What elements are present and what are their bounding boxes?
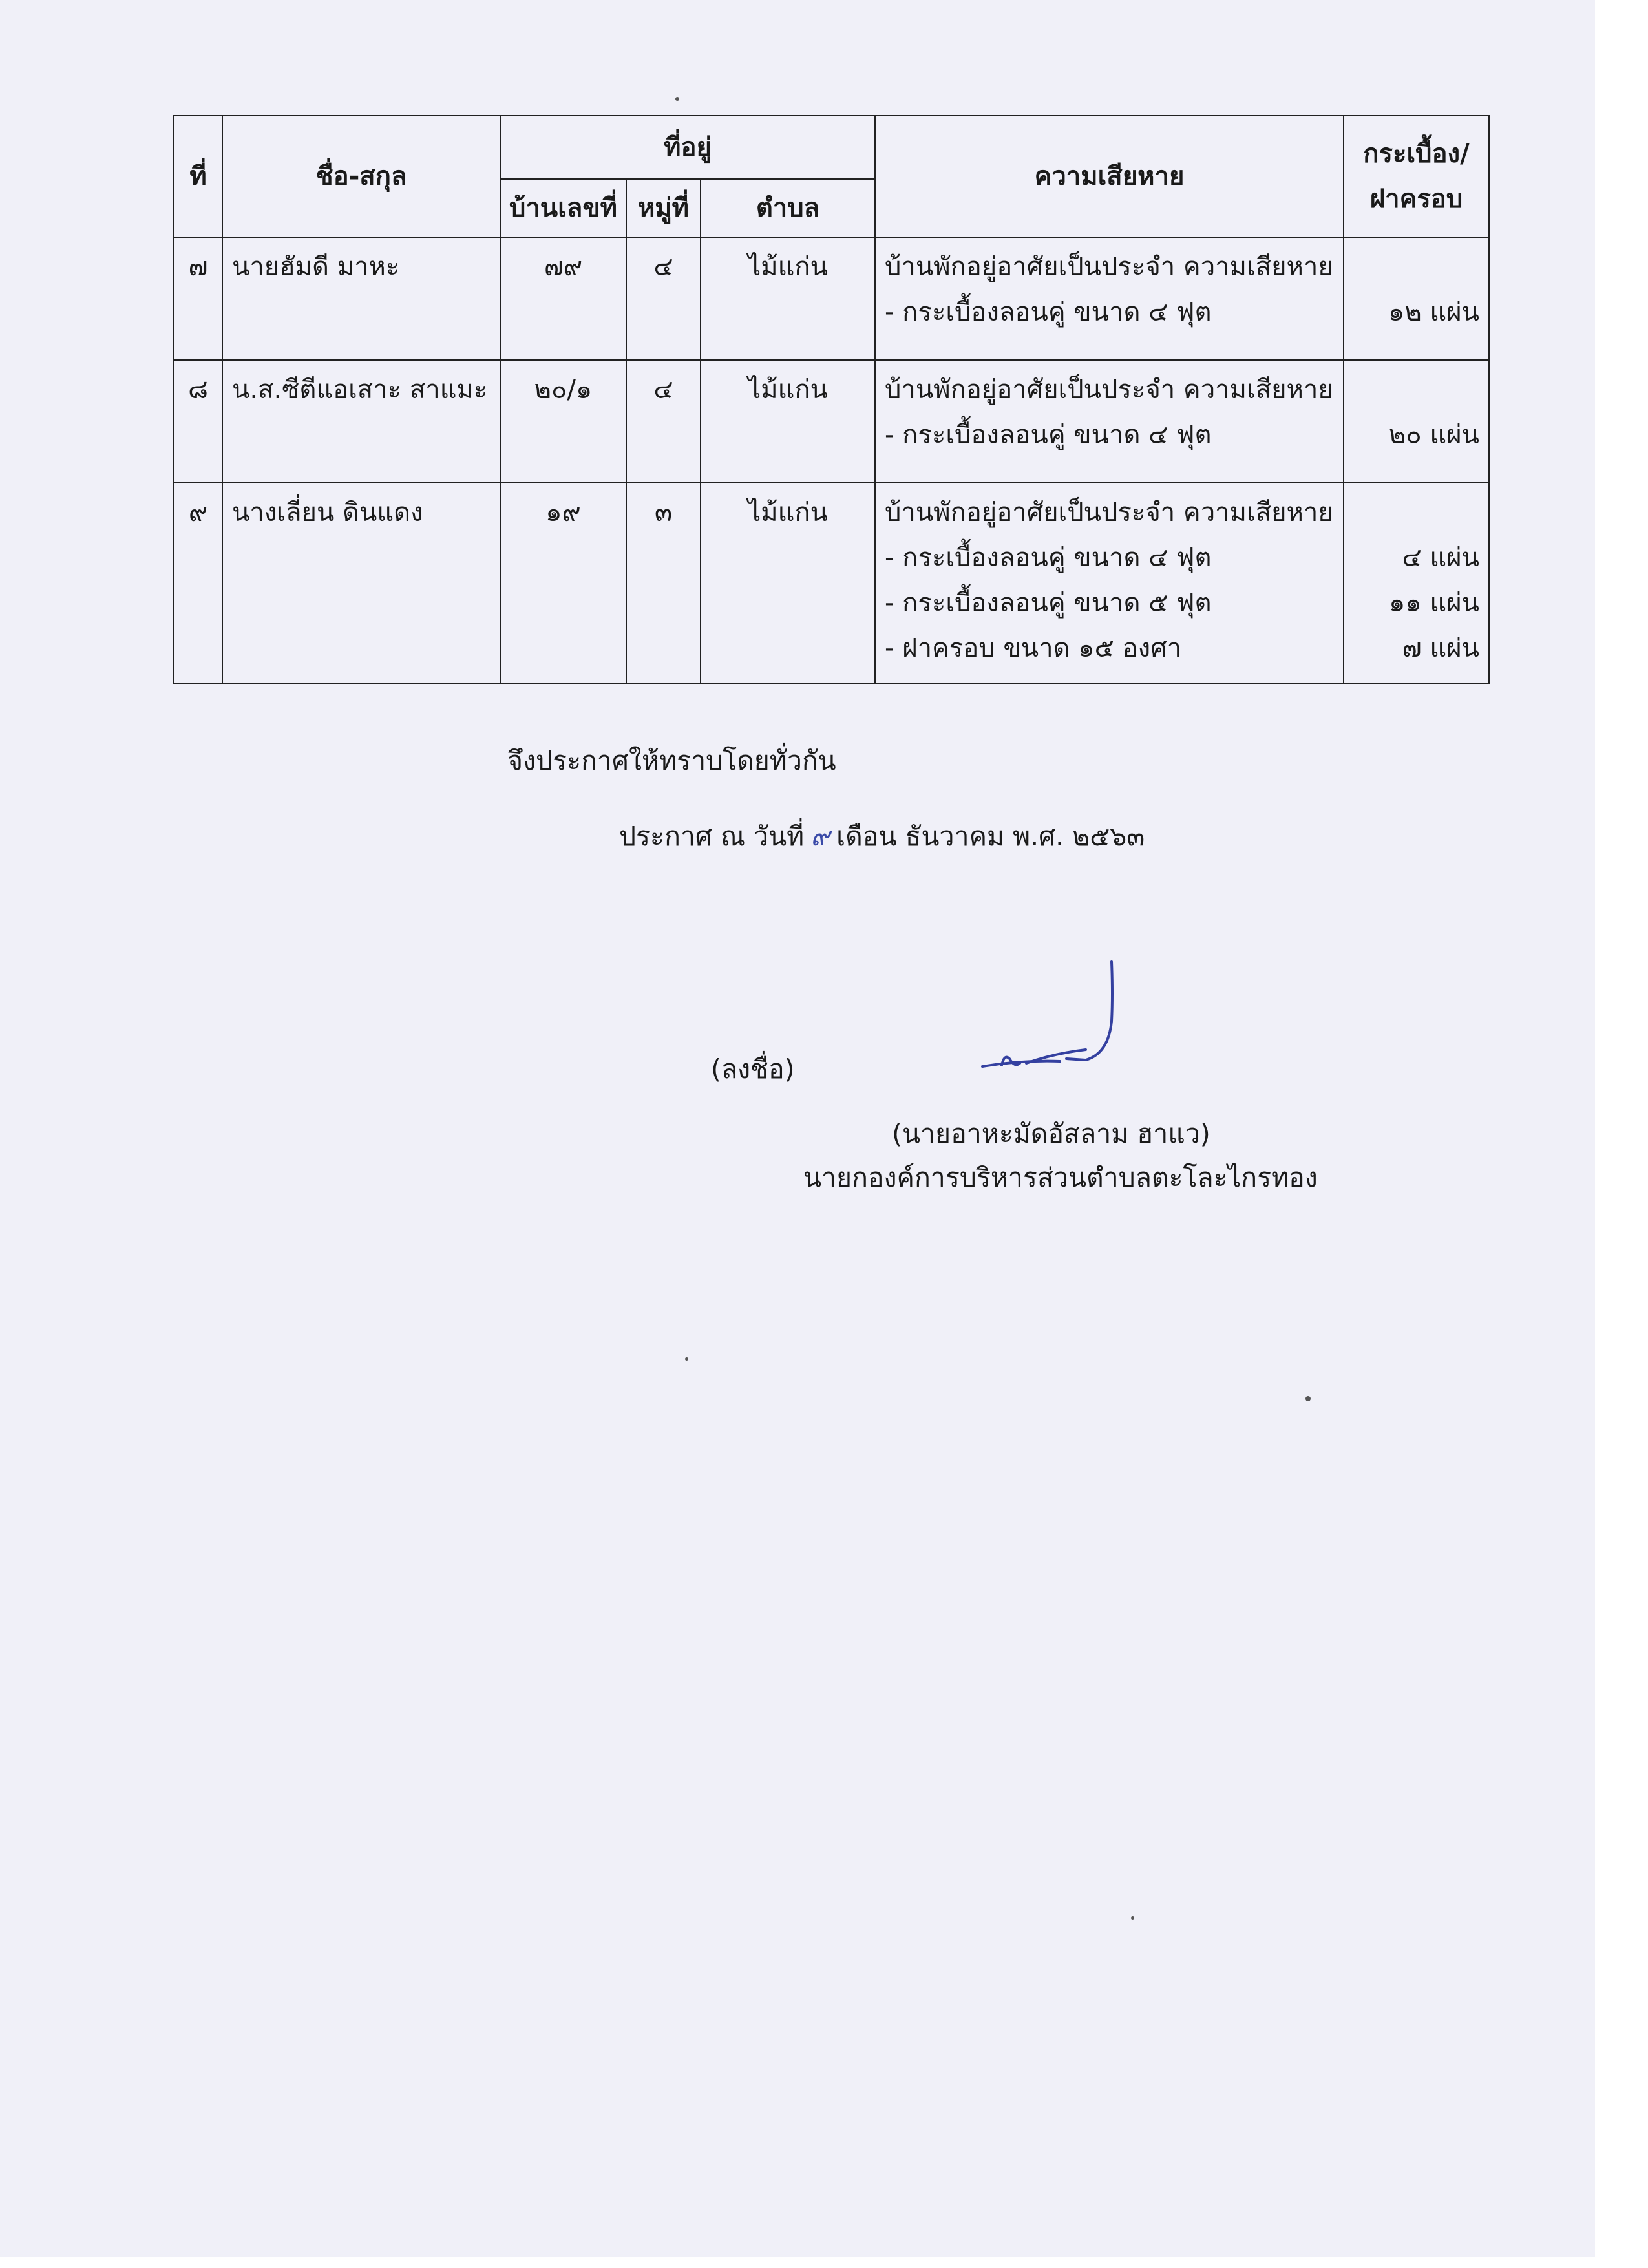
scan-speck	[685, 1357, 688, 1361]
row-name: นายฮัมดี มาหะ	[222, 237, 500, 360]
row-moo: ๔	[626, 360, 701, 483]
signature-mark	[976, 957, 1131, 1079]
damage-table	[173, 115, 1490, 684]
signer-name: (นายอาหะมัดอัสลาม ฮาแว)	[892, 1118, 1210, 1149]
row-house-no: ๗๙	[500, 237, 626, 360]
header-no: ที่	[174, 116, 222, 237]
header-moo: หมู่ที่	[626, 179, 701, 237]
damage-item: - กระเบื้องลอนคู่ ขนาด ๔ ฟุต	[885, 543, 1212, 573]
table-row	[174, 483, 1489, 683]
scan-edge-right	[1595, 0, 1648, 2268]
qty-value: ๑๑ แผ่น	[1388, 588, 1479, 618]
row-no: ๙	[174, 483, 222, 683]
row-no: ๗	[174, 237, 222, 360]
table-row	[174, 360, 1489, 483]
date-prefix: ประกาศ ณ วันที่	[619, 821, 805, 852]
scan-speck	[1305, 1396, 1311, 1401]
date-line	[619, 816, 1145, 858]
announcement-text: จึงประกาศให้ทราบโดยทั่วกัน	[507, 745, 836, 776]
signer-position: นายกองค์การบริหารส่วนตำบลตะโละไกรทอง	[803, 1162, 1318, 1193]
header-damage: ความเสียหาย	[875, 116, 1344, 237]
table-row	[174, 237, 1489, 360]
date-suffix: เดือน ธันวาคม พ.ศ. ๒๕๖๓	[836, 821, 1145, 852]
row-tambon: ไม้แก่น	[701, 237, 875, 360]
damage-title: บ้านพักอยู่อาศัยเป็นประจำ ความเสียหาย	[885, 375, 1333, 405]
row-qty	[1344, 237, 1489, 360]
damage-item: - กระเบื้องลอนคู่ ขนาด ๔ ฟุต	[885, 420, 1212, 450]
row-house-no: ๒๐/๑	[500, 360, 626, 483]
row-tambon: ไม้แก่น	[701, 483, 875, 683]
row-moo: ๔	[626, 237, 701, 360]
row-qty	[1344, 483, 1489, 683]
header-tiles: กระเบื้อง/ ฝาครอบ	[1344, 116, 1489, 237]
qty-value: ๗ แผ่น	[1402, 633, 1479, 663]
row-name: น.ส.ซีตีแอเสาะ สาแมะ	[222, 360, 500, 483]
damage-title: บ้านพักอยู่อาศัยเป็นประจำ ความเสียหาย	[885, 252, 1333, 282]
row-damage	[875, 360, 1344, 483]
scan-speck	[675, 97, 679, 101]
damage-item: - กระเบื้องลอนคู่ ขนาด ๕ ฟุต	[885, 588, 1212, 618]
damage-item: - ฝาครอบ ขนาด ๑๕ องศา	[885, 633, 1182, 663]
damage-title: บ้านพักอยู่อาศัยเป็นประจำ ความเสียหาย	[885, 498, 1333, 527]
row-no: ๘	[174, 360, 222, 483]
qty-value: ๒๐ แผ่น	[1388, 420, 1479, 450]
row-tambon: ไม้แก่น	[701, 360, 875, 483]
row-moo: ๓	[626, 483, 701, 683]
qty-value: ๔ แผ่น	[1402, 543, 1479, 573]
qty-value: ๑๒ แผ่น	[1388, 297, 1479, 327]
row-qty	[1344, 360, 1489, 483]
damage-item: - กระเบื้องลอนคู่ ขนาด ๔ ฟุต	[885, 297, 1212, 327]
header-tambon: ตำบล	[701, 179, 875, 237]
row-damage	[875, 483, 1344, 683]
row-damage	[875, 237, 1344, 360]
header-address: ที่อยู่	[500, 116, 875, 179]
signature-label: (ลงชื่อ)	[711, 1054, 795, 1085]
row-name: นางเลี่ยน ดินแดง	[222, 483, 500, 683]
scan-speck	[1131, 1916, 1134, 1920]
date-day: ๙	[810, 821, 830, 852]
header-house-no: บ้านเลขที่	[500, 179, 626, 237]
header-name: ชื่อ-สกุล	[222, 116, 500, 237]
scan-edge-bottom	[0, 2257, 1648, 2268]
row-house-no: ๑๙	[500, 483, 626, 683]
